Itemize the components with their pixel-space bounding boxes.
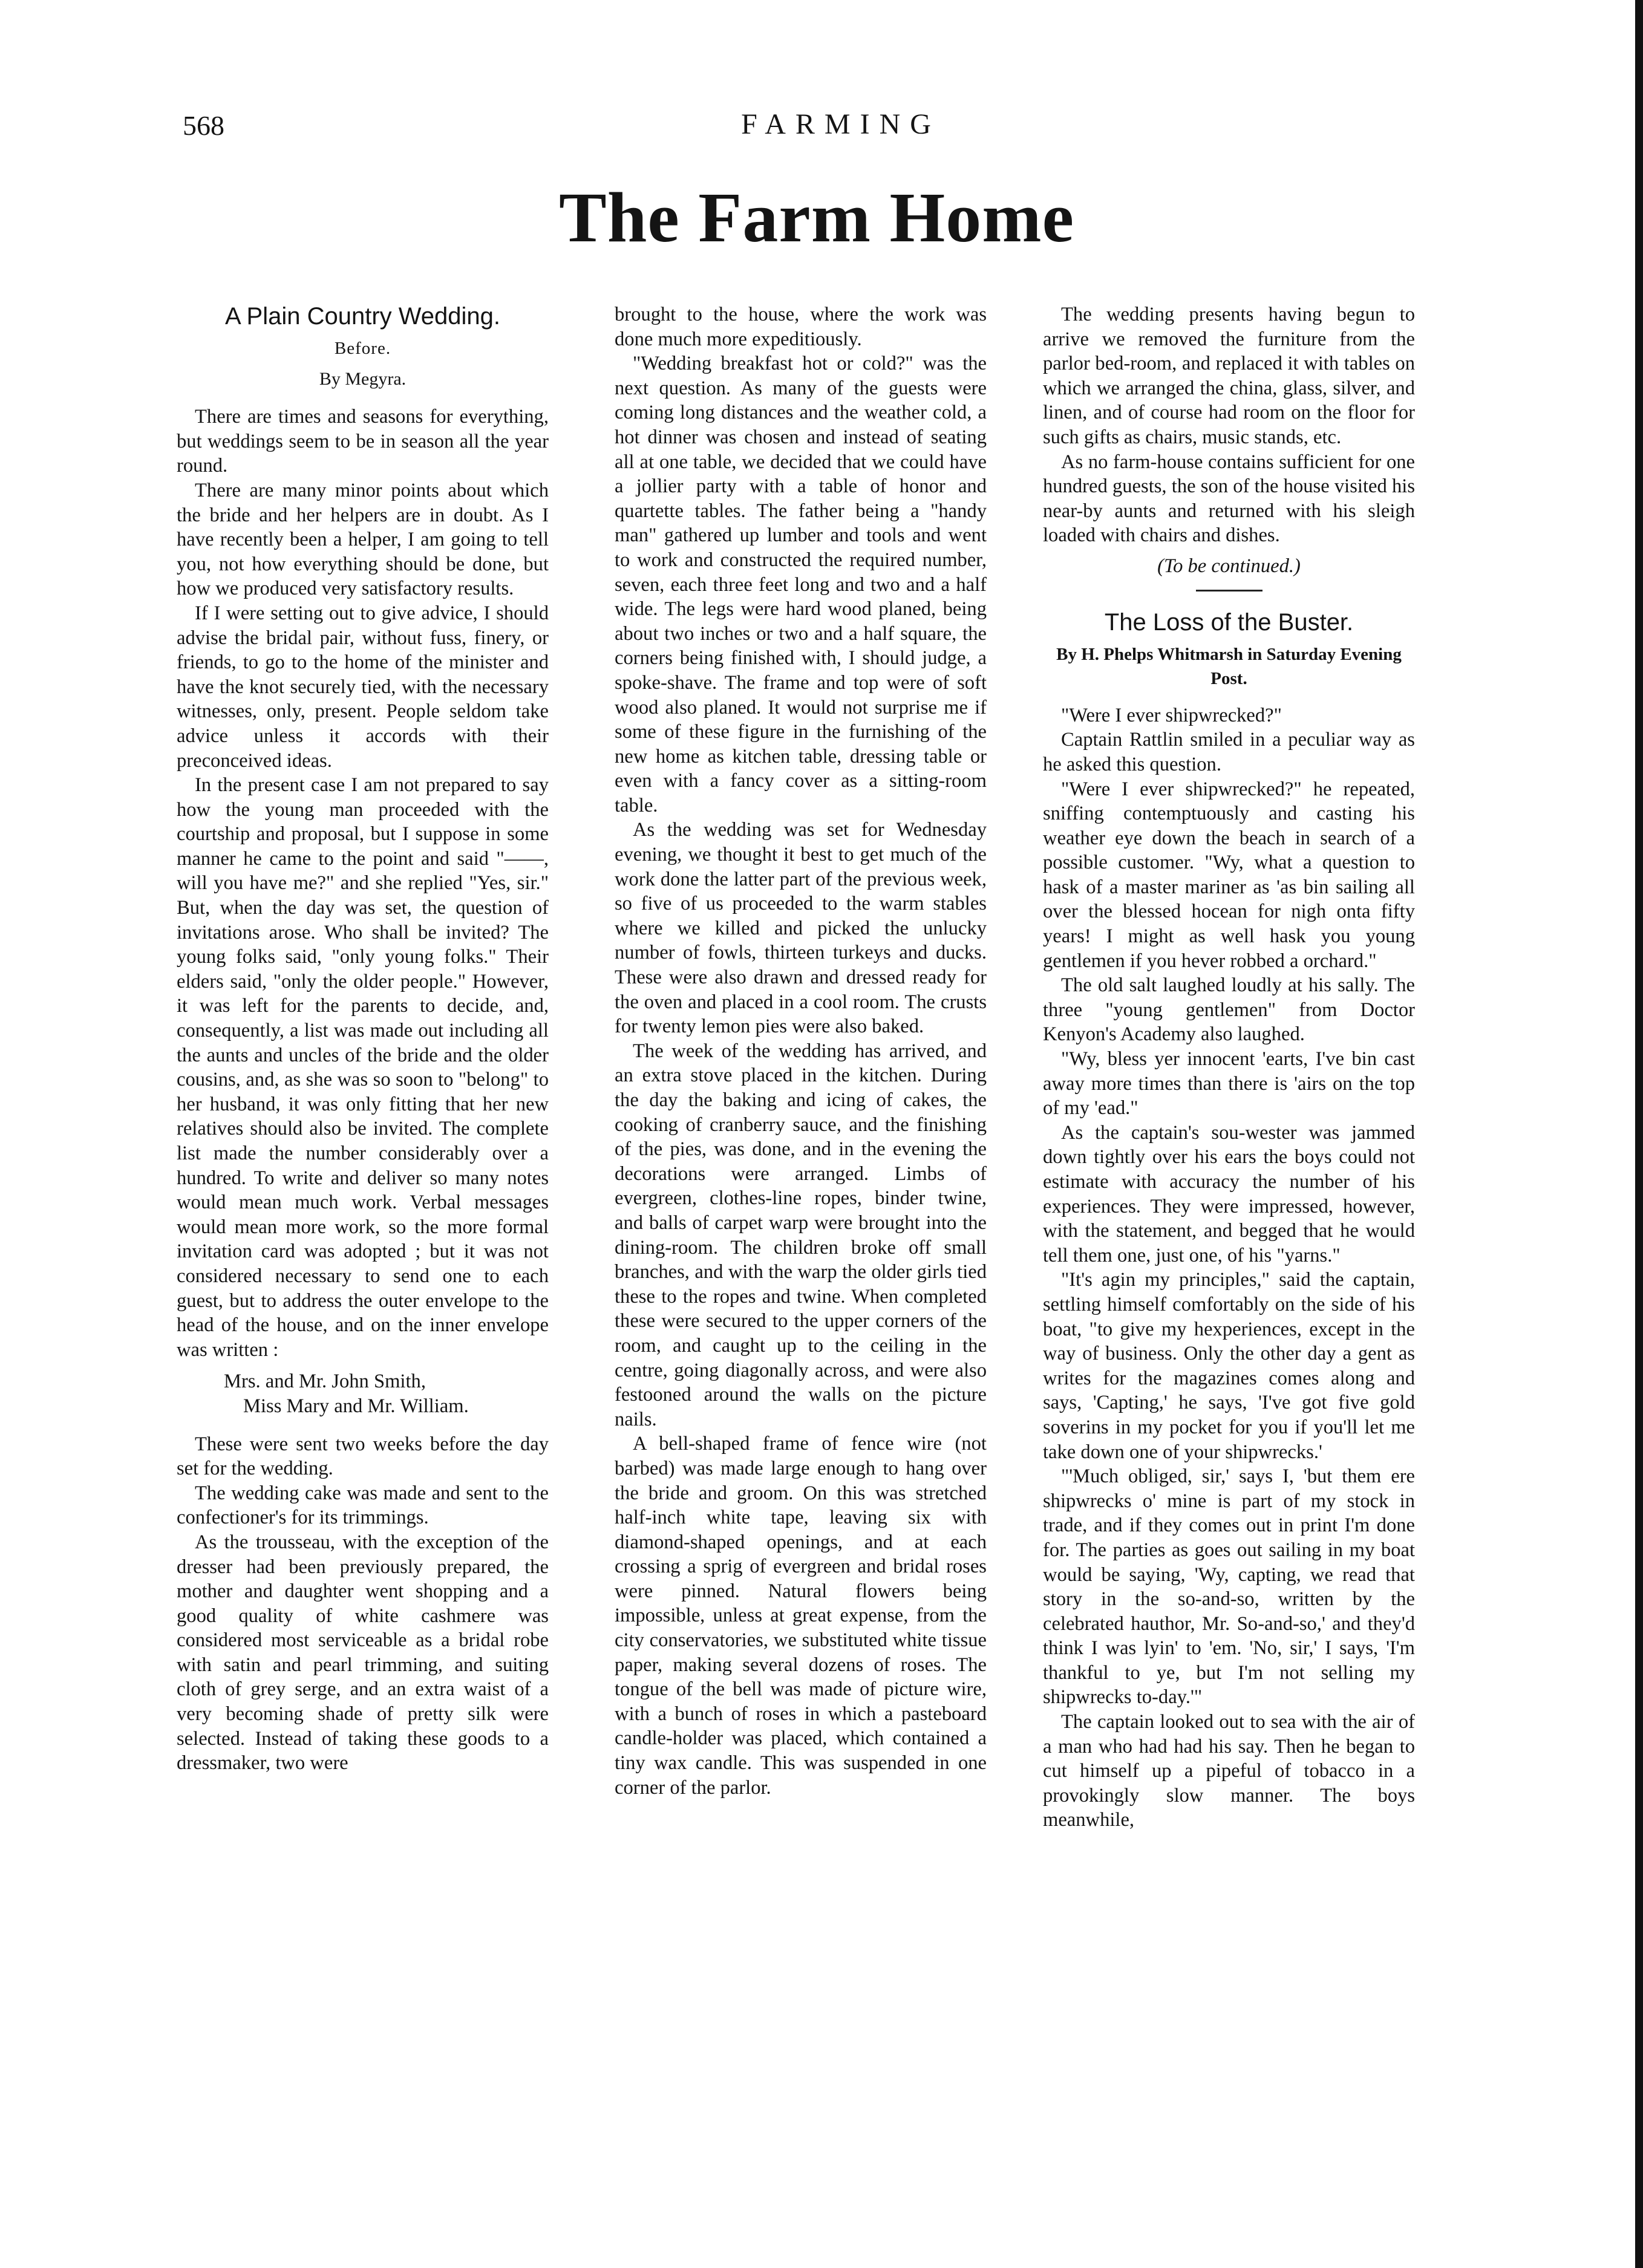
paragraph: There are many minor points about which the bride and her helpers are in doubt. As I have recently been a helper, I am going to tell you, not how everything should be done, but how we produced very satisfactory results. [177, 479, 549, 600]
paragraph: The week of the wedding has arrived, and an extra stove placed in the kitchen. During the day the baking and icing of cakes, the cooking of cranberry sauce, and the finishing of the pies, was done, and in the evening the decorations were arranged. Limbs of evergreen, clothes-line ropes, binder twine, and balls of carpet warp were brought into the dining-room. The children broke off small branches, and with the warp the older girls tied these to the ropes and twine. When completed these were secured to the upper corners of the room, and caught up to the ceiling in the centre, going diagonally across, and were also festooned around the walls on the picture nails. [615, 1040, 987, 1430]
paragraph: Captain Rattlin smiled in a peculiar way as he asked this question. [1043, 729, 1415, 775]
paragraph: "Were I ever shipwrecked?" [1061, 704, 1282, 726]
article-headline: A Plain Country Wedding. [224, 303, 501, 330]
article-byline: By Megyra. [319, 368, 407, 389]
paragraph: The wedding presents having begun to arrive we removed the furniture from the parlor bed-room, and replaced it with tables on which we arranged the china, glass, silver, and linen, and of course had room on the floor for such gifts as chairs, music stands, etc. [1043, 304, 1415, 448]
paragraph: "Wedding breakfast hot or cold?" was the next question. As many of the guests were coming long distances and the weather cold, a hot dinner was chosen and instead of seating all at one table, we decided that we could have a jollier party with a table of honor and quartette tables. The father being a "handy man" gathered up lumber and tools and went to work and constructed the required number, seven, each three feet long and two and a half wide. The legs were hard wood planed, being about two inches or two and a half square, the corners being finished with, I should judge, a spoke-shave. The frame and top were of soft wood also planed. It would not surprise me if some of these figure in the furnishing of the new home as kitchen table, dressing table or even with a fancy cover as a sitting-room table. [615, 353, 987, 816]
article-subhead: Before. [334, 339, 391, 358]
paragraph: These were sent two weeks before the day set for the wedding. [177, 1433, 549, 1480]
paragraph: As the trousseau, with the exception of the dresser had been previously prepared, the mother and daughter went shopping and a good quality of white cashmere was considered most serviceable as a bridal robe with satin and pearl trimming, and suiting cloth of grey serge, and an extra waist of a very becoming shade of pretty silk were selected. Instead of taking these goods to a dressmaker, two were [177, 1531, 549, 1774]
paragraph: "Were I ever shipwrecked?" he repeated, sniffing contemptuously and casting his weather eye down the beach in search of a possible customer. "Wy, what a question to hask of a master mariner as 'as bin sailing all over the blessed hocean for nigh onta fifty years! I might as well hask you young gentlemen if you hever robbed a orchard." [1043, 778, 1415, 972]
paragraph: The captain looked out to sea with the air of a man who had had his say. Then he began to cut himself up a pipeful of tobacco in a provokingly slow manner. The boys meanwhile, [1043, 1711, 1415, 1831]
envelope-address [177, 1369, 549, 1418]
paragraph: The wedding cake was made and sent to the confectioner's for its trimmings. [177, 1482, 549, 1529]
running-head: FARMING [741, 108, 941, 140]
column-1 [177, 302, 549, 1776]
address-line: Mrs. and Mr. John Smith, [224, 1370, 426, 1393]
paragraph: As the captain's sou-wester was jammed down tightly over his ears the boys could not estimate with accuracy the number of his experiences. They were impressed, however, with the statement, and begged that he would tell them one, just one, of his "yarns." [1043, 1121, 1415, 1266]
paragraph: A bell-shaped frame of fence wire (not barbed) was made large enough to hang over the bride and groom. On this was stretched half-inch white tape, leaving six with diamond-shaped openings, and at each crossing a sprig of evergreen and bridal roses were pinned. Natural flowers being impossible, unless at great expense, from the city conservatories, we substituted white tissue paper, making several dozens of roses. The tongue of the bell was made of picture wire, with a bunch of roses in which a pasteboard candle-holder was placed, which contained a tiny wax candle. This was suspended in one corner of the parlor. [615, 1433, 987, 1799]
paragraph: There are times and seasons for everything, but weddings seem to be in season all the year round. [177, 406, 549, 477]
paragraph: As the wedding was set for Wednesday evening, we thought it best to get much of the work done the latter part of the previous week, so five of us proceeded to the warm stables where we killed and picked the unlucky number of fowls, thirteen turkeys and ducks. These were also drawn and dressed ready for the oven and placed in a cool room. The crusts for twenty lemon pies were also baked. [615, 819, 987, 1038]
address-line: Miss Mary and Mr. William. [243, 1395, 469, 1417]
paragraph: In the present case I am not prepared to say how the young man proceeded with the courtship and proposal, but I suppose in some manner he came to the point and said "——, will you have me?" and she replied "Yes, sir." But, when the day was set, the question of invitations arose. Who shall be invited? The young folks said, "only young folks." Their elders said, "only the older people." However, it was left for the parents to decide, and, consequently, a list was made out including all the aunts and uncles of the bride and the older cousins, and, as she was so soon to "belong" to her husband, it was only fitting that her new relatives should also be invited. The complete list made the number considerably over a hundred. To write and deliver so many notes would mean much work. Verbal messages would mean more work, so the more formal invitation card was adopted ; but it was not considered necessary to send one to each guest, but to address the outer envelope to the head of the house, and on the inner envelope was written : [177, 774, 549, 1361]
paragraph: If I were setting out to give advice, I should advise the bridal pair, without fuss, finery, or friends, to go to the home of the minister and have the knot securely tied, with the necessary witnesses, only, present. People seldom take advice unless it accords with their preconceived ideas. [177, 602, 549, 772]
paragraph: "It's agin my principles," said the captain, settling himself comfortably on the side of his boat, "to give my hexperiences, except in the way of business. Only the other day a gent as writes for the magazines comes along and says, 'Capting,' he says, 'I've got five gold soverins in my pocket for you if you'll let me take down one of your shipwrecks.' [1043, 1269, 1415, 1463]
page-title: The Farm Home [559, 178, 1074, 257]
paragraph: As no farm-house contains sufficient for one hundred guests, the son of the house visited his near-by aunts and returned with his sleigh loaded with chairs and dishes. [1043, 451, 1415, 547]
column-2 [615, 302, 987, 1800]
continued-note: (To be continued.) [1157, 555, 1301, 577]
article-byline: By H. Phelps Whitmarsh in Saturday Evening Post. [1056, 644, 1402, 689]
article-headline: The Loss of the Buster. [1104, 608, 1354, 636]
page-number: 568 [183, 110, 224, 141]
page-edge-rule [1635, 0, 1643, 2268]
paragraph: "Wy, bless yer innocent 'earts, I've bin cast away more times than there is 'airs on the top of my 'ead." [1043, 1048, 1415, 1119]
section-divider [1196, 590, 1262, 591]
paragraph: brought to the house, where the work was done much more expeditiously. [615, 304, 987, 350]
paragraph: The old salt laughed loudly at his sally. The three "young gentlemen" from Doctor Kenyon's Academy also laughed. [1043, 974, 1415, 1046]
paragraph: "'Much obliged, sir,' says I, 'but them ere shipwrecks o' mine is part of my stock in trade, and if they comes out in print I'm done for. The parties as goes out sailing in my boat would be saying, 'Wy, capting, we read that story in the so-and-so, written by the celebrated hauthor, Mr. So-and-so,' and they'd think I was lyin' to 'em. 'No, sir,' I says, 'I'm thankful to ye, but I'm not selling my shipwrecks to-day.'" [1043, 1465, 1415, 1709]
column-3 [1043, 302, 1415, 1833]
